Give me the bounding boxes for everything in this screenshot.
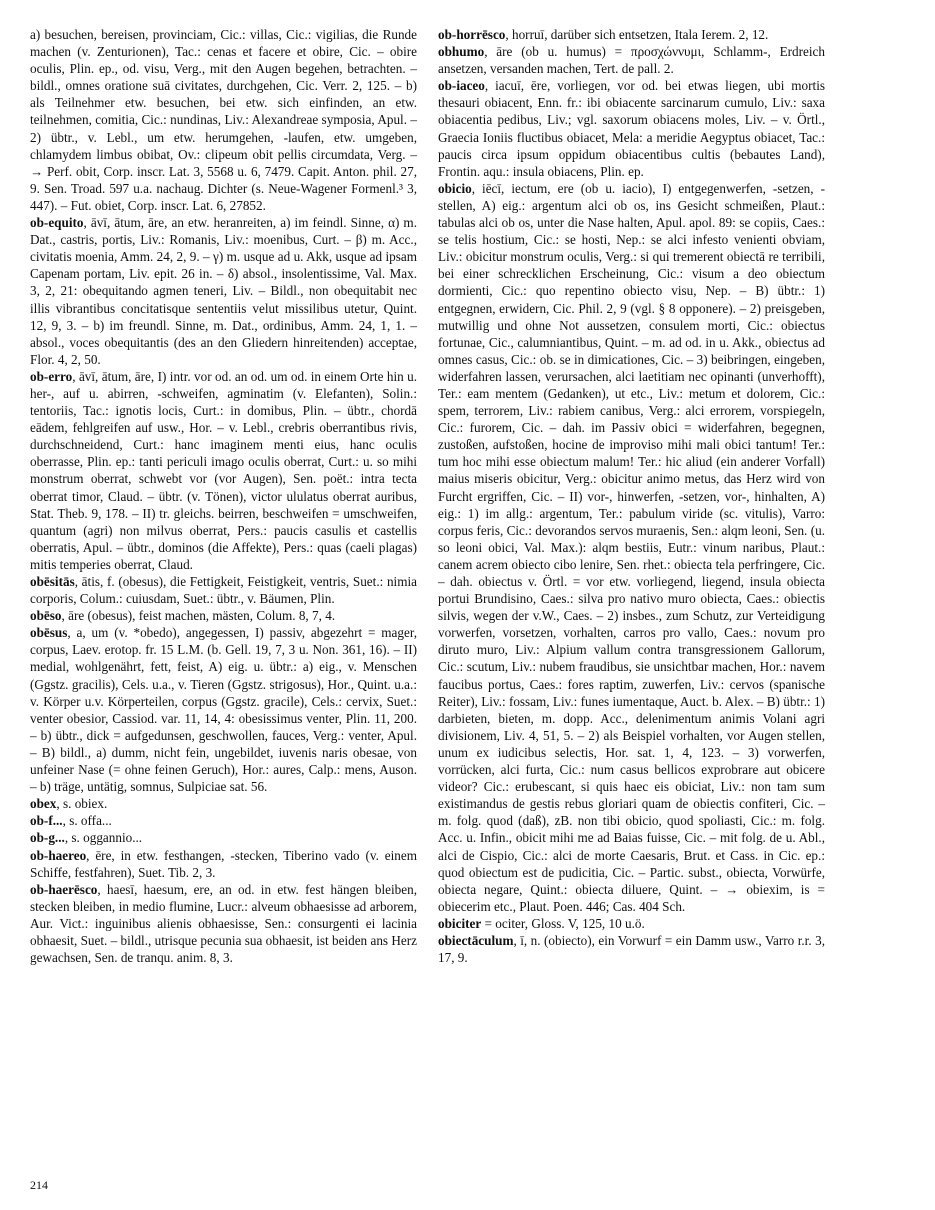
dictionary-entry <box>30 624 417 795</box>
entry-text: , s. offa... <box>62 813 112 829</box>
dictionary-entry <box>438 26 825 43</box>
entry-text: , iacuī, ēre, vorliegen, vor od. bei etwas liegen, ubi mortis thesauri obiacent, Enn. fr.: ibi obiacente sarcinarum cumulo, Liv.: saxa obiacentia pedibus, Liv.; vgl. saxorum obiacens moles, Liv. – v. Örtl., Graecia Ioniis fluctibus obiacet, Mela: a meridie Aegyptus obiacet, Tac.: paucis circa ipsum oppidum obiacentibus cultis (bebautes Land), Frontin. aqu.: insula obiacens, Plin. ep. <box>438 78 825 179</box>
headword: ob-g... <box>30 830 65 846</box>
dictionary-entry <box>438 932 825 966</box>
left-column <box>30 26 417 966</box>
entry-text: , āre (obesus), feist machen, mästen, Colum. 8, 7, 4. <box>61 608 336 624</box>
dictionary-entry <box>30 573 417 607</box>
headword: obicio <box>438 180 472 196</box>
entry-text: , ātis, f. (obesus), die Fettigkeit, Feistigkeit, ventris, Suet.: nimia corporis, Colum.: cuiusdam, Suet.: übtr., v. Bäumen, Plin. <box>30 574 417 607</box>
headword: obēsitās <box>30 574 75 589</box>
dictionary-entry <box>30 812 417 829</box>
dictionary-entry <box>438 180 825 915</box>
dictionary-entry <box>30 795 417 812</box>
headword: ob-horrēsco <box>438 27 506 42</box>
entry-text: , horruī, darüber sich entsetzen, Itala Ierem. 2, 12. <box>505 27 769 42</box>
entry-text: , s. obiex. <box>56 796 108 812</box>
headword: ob-iaceo <box>438 78 485 94</box>
dictionary-entry <box>438 43 825 77</box>
dictionary-entry <box>438 915 825 932</box>
headword: obēsus <box>30 625 68 641</box>
dictionary-entry <box>438 77 825 180</box>
entry-text: , āvī, ātum, āre, an etw. heranreiten, a) im feindl. Sinne, α) m. Dat., castris, portis, Liv.: Romanis, Liv.: moenibus, Curt. – β) m. Acc., civitatis moenia, Amm. 24, 2, 9. – γ) m. usque ad u. Akk, usque ad ipsam Capenam portam, Liv. epit. 26 in. – δ) absol., insolentissime, Val. Max. 3, 2, 21: obequitando agmen teneri, Liv. – Bildl., non obequitabit nec illis vibrantibus concitatisque sententiis velut missilibus utetur, Quint. 12, 9, 3. – b) im freundl. Sinne, m. Dat., ordinibus, Amm. 24, 1, 1. – absol., voces obequitantis (des an den Gliedern hinreitenden) acceptae, Flor. 4, 2, 50. <box>30 215 417 367</box>
dictionary-entry <box>30 368 417 573</box>
dictionary-entry <box>30 26 417 214</box>
headword: ob-equito <box>30 215 84 231</box>
entry-text: , haesī, haesum, ere, an od. in etw. fest hängen bleiben, stecken bleiben, in medio flumine, Lucr.: alveum obhaesisse ad arborem, Aur. Vict.: inguinibus alienis obhaesisse, Sen.: consurgenti ei lacinia obhaesit, Suet. – bildl., utrisque pecunia sua obhaesit, ist beiden ans Herz gewachsen, Sen. de tranqu. anim. 8, 3. <box>30 881 417 966</box>
page-number: 214 <box>30 1178 48 1192</box>
headword: obiectāculum <box>438 932 514 948</box>
right-column <box>438 26 825 966</box>
entry-text: , a, um (v. *obedo), angegessen, I) passiv, abgezehrt = mager, corpus, Laev. erotop. fr. 15 L.M. (b. Gell. 19, 7, 3 u. Non. 361, 16). – II) medial, wohlgenährt, fett, feist, A) eig. u. übtr.: a) eig., v. Menschen (Ggstz. gracilis), Cels. u.a., v. Tieren (Ggstz. strigosus), Hor., Quint. u.a.: v. Körper u.v. Körperteilen, corpus (Ggstz. gracile), Cels.: cervix, Suet.: venter obesior, Cassiod. var. 11, 14, 4: obesissimus venter, Plin. 11, 200. – b) übtr., dick = aufgedunsen, geschwollen, fauces, Verg.: venter, Apul. – B) bildl., a) dumm, nicht fein, ungebildet, iuvenis naris obesae, von unfeiner Nase (= ohne feinen Geruch), Hor.: aures, Calp.: mens, Auson. – b) träge, untätig, somnus, Sulpiciae sat. 56. <box>30 625 417 795</box>
entry-text: , āvī, ātum, āre, I) intr. vor od. an od. um od. in einem Orte hin u. her-, auf u. abirren, -schweifen, agminatim (v. Elefanten), Solin.: tentoriis, Tac.: ignotis locis, Curt.: in domibus, Plin. – übtr., chordā eādem, fehlgreifen auf usw., Hor. – v. Lebl., crebris oberrantibus rivis, durchschneidend, Curt.: hanc imaginem menti eius, hanc oculis oberrasse, Plin. ep.: tanti periculi imago oculis oberrat, Curt.: u. so mihi monstrum oberrat, schwebt vor (vor Augen), Sen. poët.: intra tecta oberrat timor, Claud. – übtr. (v. Tönen), victor ululatus oberrat auribus, Stat. Theb. 9, 178. – II) tr. gleichs. beirren, beschweifen = umschweifen, quantum (agri) non milvus oberrat, Pers.: paucis casulis et castellis oberratis, Apul. – übtr., dominos (die Affekte), Pers.: quas (caeli plagas) mitis temperies oberrat, Claud. <box>30 368 417 572</box>
dictionary-entry <box>30 881 417 966</box>
entry-text: a) besuchen, bereisen, provinciam, Cic.: villas, Cic.: vigilias, die Runde machen (v. Zenturionen), Tac.: cenas et facere et obire, Cic. – obire oculis, Plin. ep., od. visu, Verg., mit den Augen begehen, betrachten. – bildl., omnes oratione suā civitates, durchgehen, Cic. Verr. 2, 125. – b) als Teilnehmer etw. besuchen, bei etw. sich einfinden, an etw. teilnehmen, comitia, Cic.: nundinas, Liv.: Alexandreae symposia, Apul. – 2) übtr., v. Lebl., um etw. herumgehen, -laufen, etw. umgeben, chlamydem limbus obibat, Ov.: clipeum obit pellis circumdata, Verg. – → Perf. obit, Corp. inscr. Lat. 3, 5568 u. 6, 7479. Capit. Anton. phil. 27, 9. Sen. Troad. 597 u.a. nachaug. Dichter (s. Neue-Wagener Formenl.³ 3, 447). – Fut. obiet, Corp. inscr. Lat. 6, 27852. <box>30 27 417 213</box>
headword: ob-f... <box>30 813 63 829</box>
entry-text: , s. oggannio... <box>64 830 143 846</box>
headword: ob-haereo <box>30 847 87 863</box>
dictionary-entry <box>30 607 417 624</box>
headword: obēso <box>30 608 62 624</box>
entry-text: , iēcī, iectum, ere (ob u. iacio), I) entgegenwerfen, -setzen, -stellen, A) eig.: argentum alci ob os, ins Gesicht schmeißen, Plaut.: tabulas alci ob os, unter die Nase halten, Apul. apol. 89: se copiis, Caes.: se telis hostium, Cic.: se hosti, Nep.: se alci infesto venienti obviam, Liv.: obicitur monstrum oculis, Verg.: si qui tremerent obiectā re terribili, bei einer schrecklichen Erscheinung, Cic.: visum a deo obiectum dormienti, Cic.: quo repentino obiecto visu, Nep. – B) übtr.: 1) entgegnen, erwidern, Cic. Phil. 2, 9 (vgl. § 8 opponere). – 2) preisgeben, mutwillig und ohne Not aussetzen, consulem morti, Cic.: obiectus fortunae, Cic., calumniantibus, Quint. – m. ad od. in u. Akk., obiectus ad omnes casus, Cic.: ob. se in dimicationes, Cic. – 3) beibringen, eingeben, widerfahren lassen, verursachen, alci laetitiam nec opinanti (unverhofft), Ter.: eam mentem (Gedanken), ut etc., Liv.: metum et dolorem, Cic.: spem, terrorem, Liv.: rabiem canibus, Verg.: alci errorem, vorspiegeln, Cic.: furorem, Cic. – dah. im Passiv obici = widerfahren, begegnen, zustoßen, aufstoßen, hocine de improviso mihi mali obici tantum! Ter.: tum hoc mihi esse obiectum malum! Ter.: hic aliud (ein anderer Vorfall) maius miseris obicitur, Verg.: obicitur animo metus, das Herz wird von Furcht ergriffen, Cic. – II) vor-, hinwerfen, -setzen, vor-, hinhalten, A) eig.: 1) im allg.: argentum, Ter.: pabulum viride (sc. vitulis), Varro: corpus feris, Cic.: devorandos servos muraenis, Sen.: alqm leoni, Sen. (u. so leoni obici, Val. Max.): alqm bestiis, Eutr.: vinum naribus, Plaut.: canem acrem obiecto cibo lenire, Sen. rhet.: obiecta tela perfringere, Cic. – dah. obiectus v. Örtl. = vor etw. vorliegend, liegend, insula obiecta portui Brundisino, Caes.: silva pro nativo muro obiecta, Caes.: obiectis silvis, wegen der v.W., Caes. – 2) insbes., zum Schutz, zur Verteidigung vorwerfen, vorsetzen, vorhalten, carros pro vallo, Caes.: novum pro diruto muro, Liv.: Alpium vallum contra transgressionem Gallorum, Cic.: scutum, Liv.: nubem fraudibus, sie unsichtbar machen, Hor.: navem faucibus portus, Caes.: fores raptim, zuwerfen, Liv.: cervos (spanische Reiter), Liv.: fossam, Liv.: funes iumentaque, Auct. b. Alex. – B) übtr.: 1) darbieten, bieten, m. dopp. Acc., delenimentum animis Volani agri divisionem, Liv. 4, 51, 5. – 2) als Beispiel vorhalten, vor Augen stellen, unum ex iudicibus selectis, Hor. sat. 1, 4, 123. – 3) vorwerfen, vorrücken, alci furta, Cic.: num casus bellicos exprobrare aut obicere videor? Cic.: erubescant, si quis haec eis obiciat, Liv.: non tam sum existimandus de gestis rebus gloriari quam de obiectis confiteri, Cic. – m. folg. quod (daß), zB. non tibi obicio, quod spoliasti, Cic.: m. folg. Acc. u. Infin., obicit mihi me ad Baias fuisse, Cic. – mit folg. de u. Abl., alci de Cispio, Cic.: alci de morte Caesaris, Brut. et Cass. in Cic. ep.: quod obiectum est de pudicitia, Cic. – Partic. subst., obiecta, Vorwürfe, obiecta negare, Quint.: obiecta diluere, Quint. – → obiexim, is = obiecerim etc., Plaut. Poen. 446; Cas. 404 Sch. <box>438 180 825 914</box>
entry-text: , āre (ob u. humus) = προσχώννυμι, Schlamm-, Erdreich ansetzen, versanden machen, Tert. de pall. 2. <box>438 44 825 77</box>
headword: ob-haerēsco <box>30 881 98 897</box>
entry-text: , ī, n. (obiecto), ein Vorwurf = ein Damm usw., Varro r.r. 3, 17, 9. <box>438 932 825 966</box>
headword: obhumo <box>438 44 485 60</box>
headword: obiciter <box>438 915 482 931</box>
dictionary-entry <box>30 829 417 846</box>
headword: obex <box>30 796 57 812</box>
dictionary-entry <box>30 214 417 368</box>
entry-text: , ēre, in etw. festhangen, -stecken, Tiberino vado (v. einem Schiffe, festfahren), Suet. Tib. 2, 3. <box>30 847 417 880</box>
dictionary-entry <box>30 847 417 881</box>
headword: ob-erro <box>30 368 73 384</box>
entry-text: = ociter, Gloss. V, 125, 10 u.ö. <box>481 915 645 931</box>
